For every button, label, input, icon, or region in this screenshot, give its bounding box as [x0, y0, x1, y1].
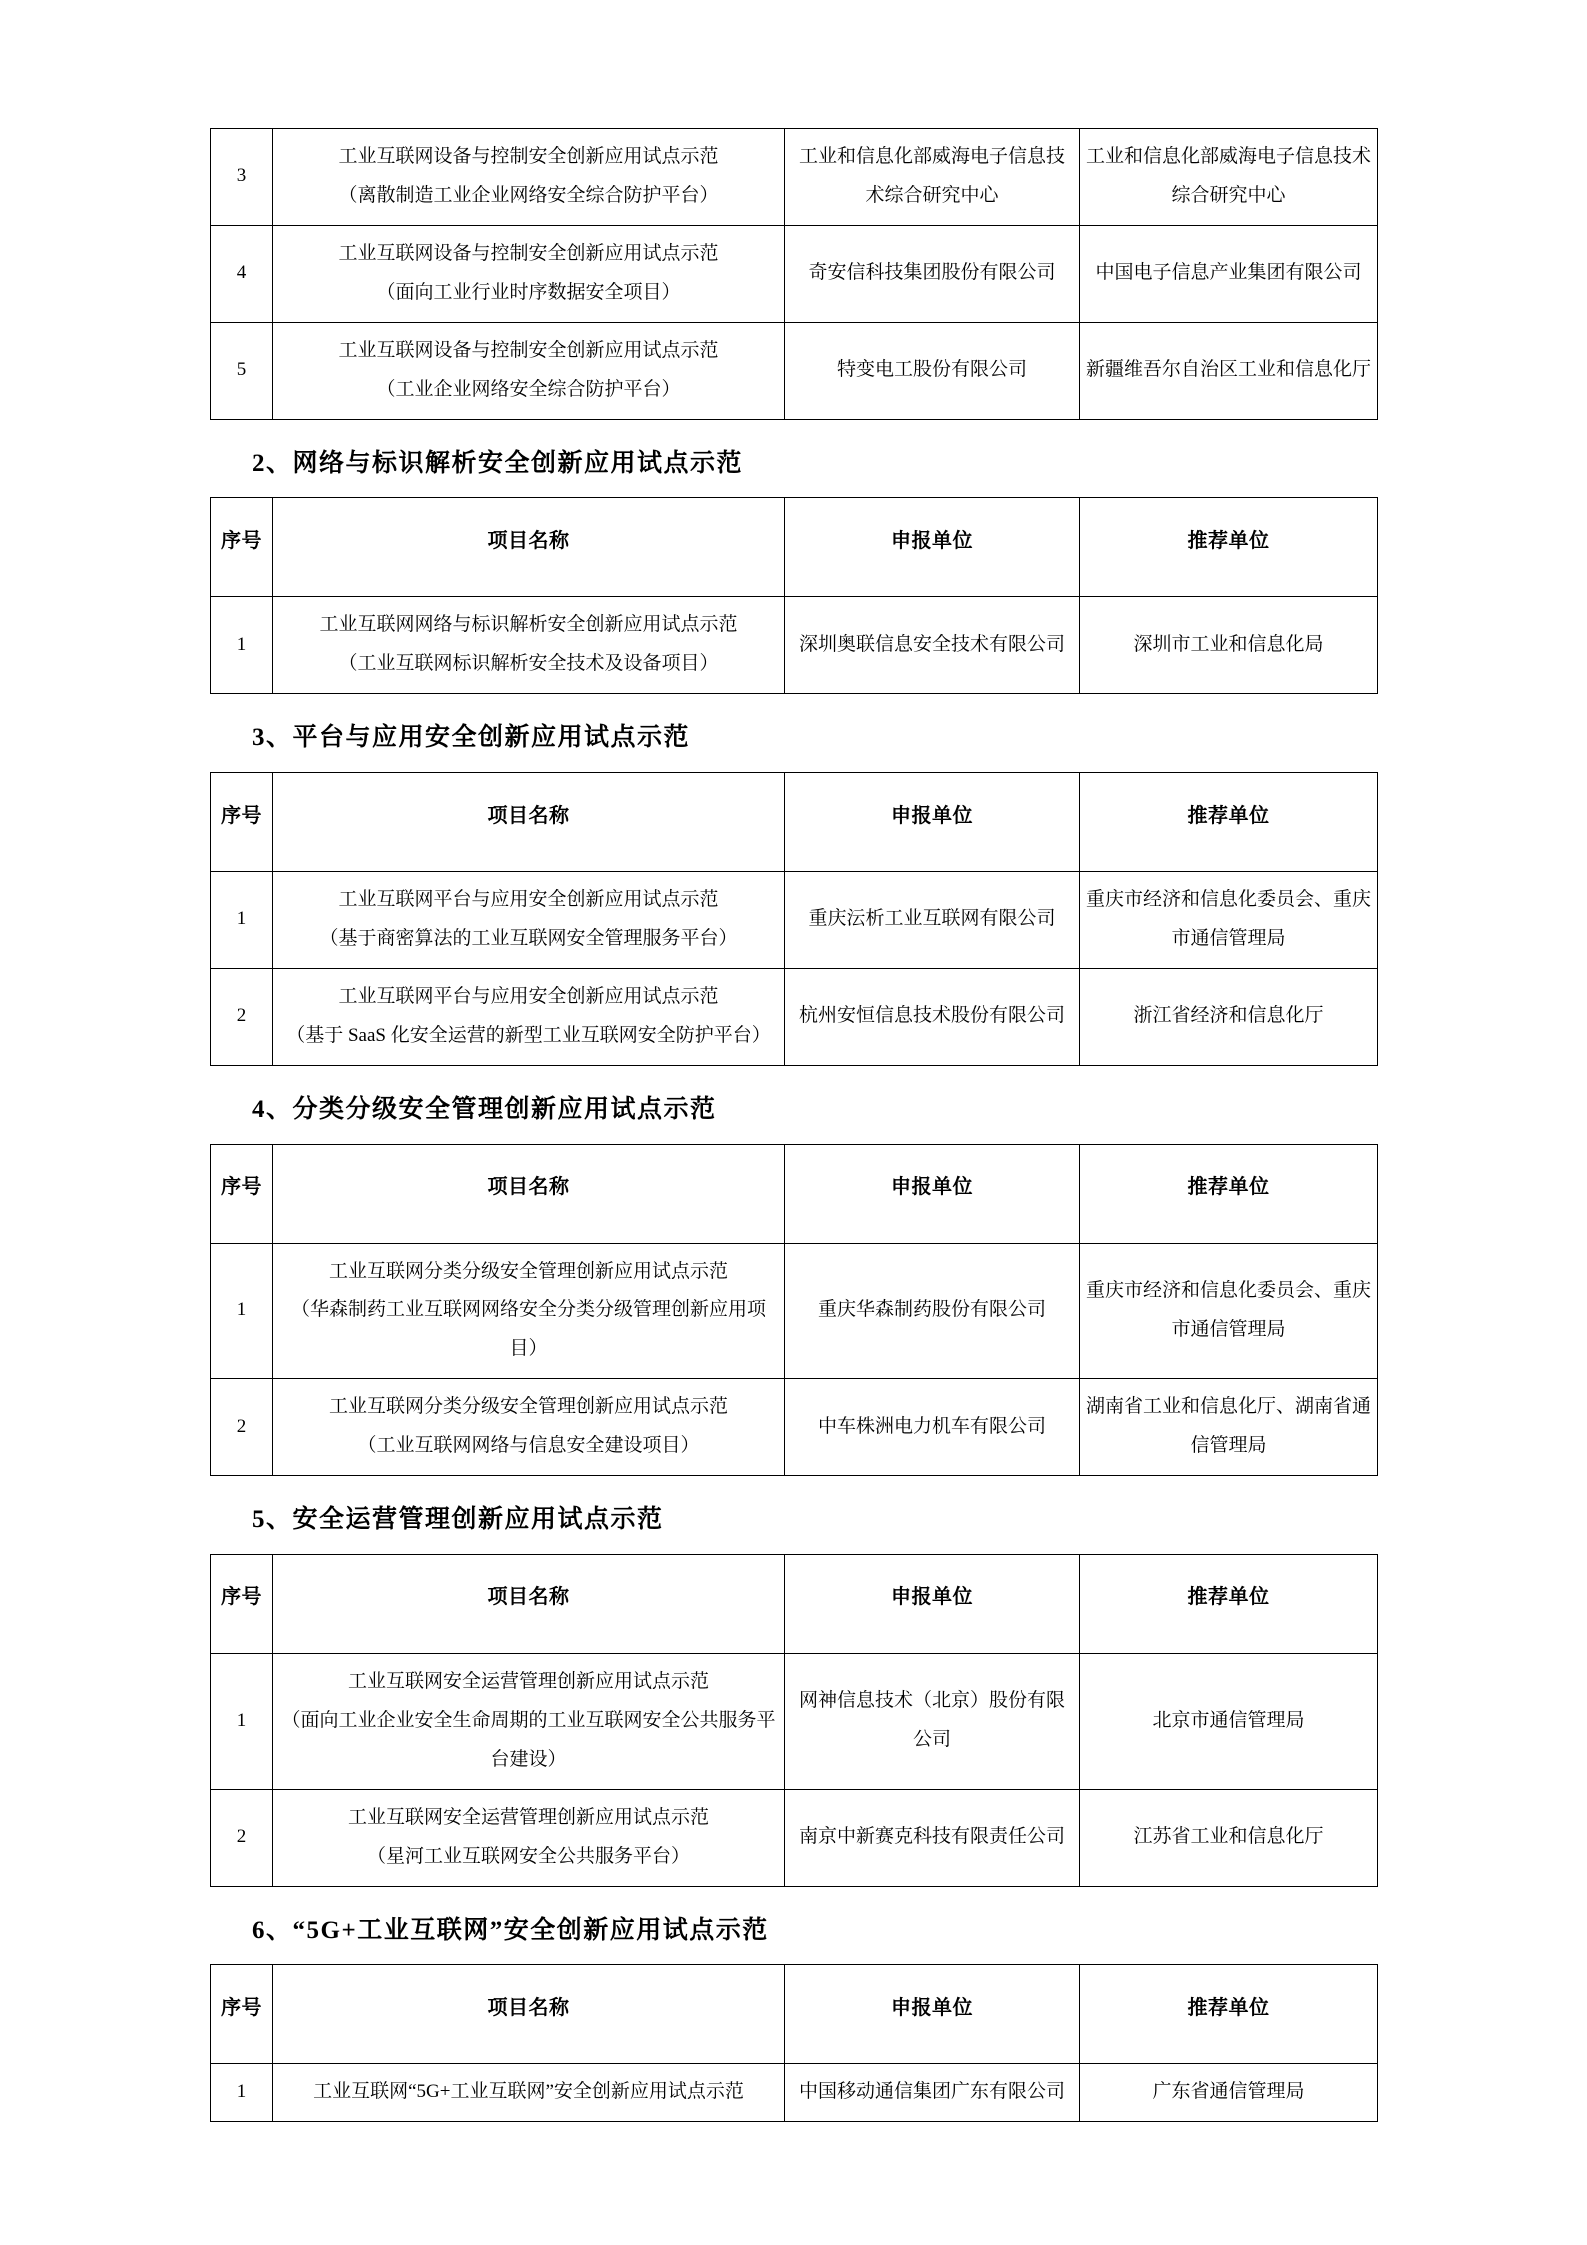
column-applicant: 申报单位: [785, 498, 1080, 597]
column-project-name: 项目名称: [273, 498, 785, 597]
project-name-cell: [273, 2064, 785, 2122]
recommender-cell: 江苏省工业和信息化厅: [1080, 1789, 1378, 1886]
section-heading: 4、分类分级安全管理创新应用试点示范: [252, 1095, 717, 1123]
project-table: [210, 1964, 1378, 2122]
applicant-cell: 中国移动通信集团广东有限公司: [785, 2064, 1080, 2122]
column-recommender: 推荐单位: [1080, 1965, 1378, 2064]
column-index: 序号: [211, 1965, 273, 2064]
applicant-cell: 中车株洲电力机车有限公司: [785, 1379, 1080, 1476]
project-table: [210, 128, 1378, 420]
project-name-line: （星河工业互联网安全公共服务平台）: [366, 1845, 690, 1867]
column-applicant: 申报单位: [785, 773, 1080, 872]
column-recommender: 推荐单位: [1080, 1554, 1378, 1653]
project-name-line: 工业互联网设备与控制安全创新应用试点示范: [338, 339, 719, 361]
column-applicant: 申报单位: [785, 1554, 1080, 1653]
recommender-cell: 广东省通信管理局: [1080, 2064, 1378, 2122]
table-row: [211, 322, 1378, 419]
project-name-cell: [273, 1243, 785, 1379]
column-project-name: 项目名称: [273, 1965, 785, 2064]
applicant-cell: 杭州安恒信息技术股份有限公司: [785, 968, 1080, 1065]
project-name-line: 工业互联网“5G+工业互联网”安全创新应用试点示范: [313, 2081, 744, 2103]
applicant-cell: 重庆沄析工业互联网有限公司: [785, 872, 1080, 969]
column-applicant: 申报单位: [785, 1144, 1080, 1243]
column-project-name: 项目名称: [273, 773, 785, 872]
row-index: 2: [211, 1789, 273, 1886]
recommender-cell: 新疆维吾尔自治区工业和信息化厅: [1080, 322, 1378, 419]
project-name-line: （工业互联网网络与信息安全建设项目）: [357, 1435, 700, 1457]
project-name-line: 工业互联网分类分级安全管理创新应用试点示范: [328, 1260, 728, 1282]
column-recommender: 推荐单位: [1080, 498, 1378, 597]
column-recommender: 推荐单位: [1080, 773, 1378, 872]
project-name-cell: [273, 225, 785, 322]
column-recommender: 推荐单位: [1080, 1144, 1378, 1243]
project-table: [210, 497, 1378, 694]
project-name-line: 工业互联网设备与控制安全创新应用试点示范: [338, 146, 719, 167]
table-row: [211, 2064, 1378, 2122]
recommender-cell: 湖南省工业和信息化厅、湖南省通信管理局: [1080, 1379, 1378, 1476]
applicant-cell: 工业和信息化部威海电子信息技术综合研究中心: [785, 129, 1080, 226]
section-heading: 6、“5G+工业互联网”安全创新应用试点示范: [252, 1916, 769, 1944]
table-row: [211, 1653, 1378, 1789]
project-name-cell: [273, 129, 785, 226]
table-row: [211, 1379, 1378, 1476]
column-project-name: 项目名称: [273, 1554, 785, 1653]
project-name-cell: [273, 1653, 785, 1789]
project-name-cell: [273, 322, 785, 419]
column-index: 序号: [211, 498, 273, 597]
project-name-line: （面向工业企业安全生命周期的工业互联网安全公共服务平台建设）: [281, 1709, 776, 1770]
project-name-line: （华森制药工业互联网网络安全分类分级管理创新应用项目）: [290, 1299, 766, 1360]
row-index: 1: [211, 872, 273, 969]
document-body: [210, 128, 1377, 2122]
row-index: 2: [211, 1379, 273, 1476]
project-name-cell: [273, 1379, 785, 1476]
applicant-cell: 网神信息技术（北京）股份有限公司: [785, 1653, 1080, 1789]
recommender-cell: 重庆市经济和信息化委员会、重庆市通信管理局: [1080, 1243, 1378, 1379]
table-row: [211, 1789, 1378, 1886]
table-header-row: [211, 773, 1378, 872]
project-name-line: （基于商密算法的工业互联网安全管理服务平台）: [319, 927, 738, 949]
table-row: [211, 225, 1378, 322]
recommender-cell: 浙江省经济和信息化厅: [1080, 968, 1378, 1065]
project-table: [210, 1144, 1378, 1477]
applicant-cell: 重庆华森制药股份有限公司: [785, 1243, 1080, 1379]
project-name-line: 工业互联网平台与应用安全创新应用试点示范: [338, 889, 719, 910]
project-name-line: （离散制造工业企业网络安全综合防护平台）: [338, 184, 719, 206]
row-index: 1: [211, 597, 273, 694]
section-heading: 5、安全运营管理创新应用试点示范: [252, 1506, 664, 1534]
table-row: [211, 129, 1378, 226]
recommender-cell: 重庆市经济和信息化委员会、重庆市通信管理局: [1080, 872, 1378, 969]
table-header-row: [211, 1965, 1378, 2064]
row-index: 1: [211, 2064, 273, 2122]
project-name-cell: [273, 597, 785, 694]
table-row: [211, 872, 1378, 969]
project-table: [210, 772, 1378, 1066]
table-header-row: [211, 1554, 1378, 1653]
project-name-cell: [273, 872, 785, 969]
column-applicant: 申报单位: [785, 1965, 1080, 2064]
table-row: [211, 968, 1378, 1065]
applicant-cell: 奇安信科技集团股份有限公司: [785, 225, 1080, 322]
project-name-line: （面向工业行业时序数据安全项目）: [376, 281, 681, 303]
project-name-line: （工业企业网络安全综合防护平台）: [376, 378, 681, 400]
recommender-cell: 深圳市工业和信息化局: [1080, 597, 1378, 694]
row-index: 5: [211, 322, 273, 419]
project-name-line: （工业互联网标识解析安全技术及设备项目）: [338, 653, 719, 675]
section-heading: 2、网络与标识解析安全创新应用试点示范: [252, 449, 744, 477]
applicant-cell: 南京中新赛克科技有限责任公司: [785, 1789, 1080, 1886]
applicant-cell: 深圳奥联信息安全技术有限公司: [785, 597, 1080, 694]
project-name-cell: [273, 968, 785, 1065]
recommender-cell: 工业和信息化部威海电子信息技术综合研究中心: [1080, 129, 1378, 226]
table-row: [211, 597, 1378, 694]
project-name-cell: [273, 1789, 785, 1886]
section-heading: 3、平台与应用安全创新应用试点示范: [252, 724, 691, 752]
table-header-row: [211, 1144, 1378, 1243]
project-table: [210, 1554, 1378, 1887]
project-name-line: 工业互联网网络与标识解析安全创新应用试点示范: [319, 614, 738, 636]
row-index: 3: [211, 129, 273, 226]
row-index: 2: [211, 968, 273, 1065]
project-name-line: 工业互联网分类分级安全管理创新应用试点示范: [328, 1396, 728, 1418]
applicant-cell: 特变电工股份有限公司: [785, 322, 1080, 419]
row-index: 1: [211, 1653, 273, 1789]
project-name-line: （基于 SaaS 化安全运营的新型工业互联网安全防护平台）: [286, 1024, 771, 1046]
column-project-name: 项目名称: [273, 1144, 785, 1243]
column-index: 序号: [211, 1554, 273, 1653]
row-index: 1: [211, 1243, 273, 1379]
column-index: 序号: [211, 1144, 273, 1243]
recommender-cell: 北京市通信管理局: [1080, 1653, 1378, 1789]
table-row: [211, 1243, 1378, 1379]
project-name-line: 工业互联网安全运营管理创新应用试点示范: [347, 1670, 709, 1692]
project-name-line: 工业互联网设备与控制安全创新应用试点示范: [338, 242, 719, 264]
project-name-line: 工业互联网平台与应用安全创新应用试点示范: [338, 985, 719, 1007]
project-name-line: 工业互联网安全运营管理创新应用试点示范: [347, 1806, 709, 1828]
column-index: 序号: [211, 773, 273, 872]
table-header-row: [211, 498, 1378, 597]
recommender-cell: 中国电子信息产业集团有限公司: [1080, 225, 1378, 322]
row-index: 4: [211, 225, 273, 322]
